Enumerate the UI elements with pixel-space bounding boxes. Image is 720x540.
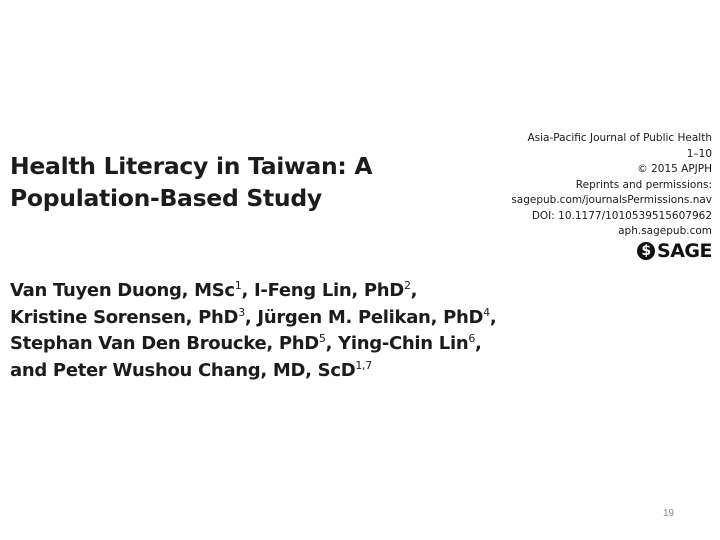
doi: DOI: 10.1177/1010539515607962: [531, 209, 712, 222]
author-affiliation: 3: [238, 305, 245, 319]
author-line-2: Kristine Sorensen, PhD$^3$, Jürgen M. Pelikan, PhD$^4$,: [10, 305, 497, 328]
author-name: I-Feng Lin, PhD: [254, 280, 404, 301]
sage-logo-text: SAGE: [657, 240, 712, 262]
journal-metadata: [511, 131, 712, 240]
author-affiliation: 1,7: [355, 358, 372, 372]
permissions-url: sagepub.com/journalsPermissions.nav: [511, 194, 712, 206]
author-line-3: Stephan Van Den Broucke, PhD$^5$, Ying-Chin Lin$^6$,: [10, 332, 482, 354]
author-name: Van Tuyen Duong, MSc: [10, 280, 235, 301]
author-affiliation: 4: [483, 305, 490, 319]
page-range: 1–10: [686, 147, 712, 160]
author-conjunction: and: [10, 359, 53, 381]
author-name: Jürgen M. Pelikan, PhD: [257, 306, 484, 328]
slide-number: 19: [663, 508, 675, 519]
author-affiliation: 1: [234, 279, 242, 292]
reprints-label: Reprints and permissions:: [575, 178, 712, 191]
author-affiliation: 5: [318, 332, 326, 345]
author-line-1: Van Tuyen Duong, MSc$^1$, I-Feng Lin, PhD$^2$,: [10, 279, 418, 301]
author-name: Ying-Chin Lin: [338, 333, 469, 354]
author-line-4: [10, 358, 550, 385]
copyright: © 2015 APJPH: [637, 163, 712, 175]
journal-site: aph.sagepub.com: [618, 225, 712, 237]
paper-title-line-1: Health Literacy in Taiwan: A: [10, 152, 373, 180]
author-list: [10, 278, 550, 384]
journal-name: Asia-Pacific Journal of Public Health: [527, 132, 712, 144]
sage-logo: [637, 240, 712, 262]
author-name: Peter Wushou Chang, MD, ScD: [52, 359, 356, 381]
author-name: Kristine Sorensen, PhD: [10, 306, 239, 328]
paper-title: [10, 150, 430, 214]
paper-title-line-2: Population-Based Study: [10, 184, 322, 212]
author-affiliation: 2: [403, 279, 411, 292]
sage-s-icon: $: [637, 242, 655, 260]
author-affiliation: 6: [468, 332, 476, 345]
author-name: Stephan Van Den Broucke, PhD: [10, 333, 319, 354]
